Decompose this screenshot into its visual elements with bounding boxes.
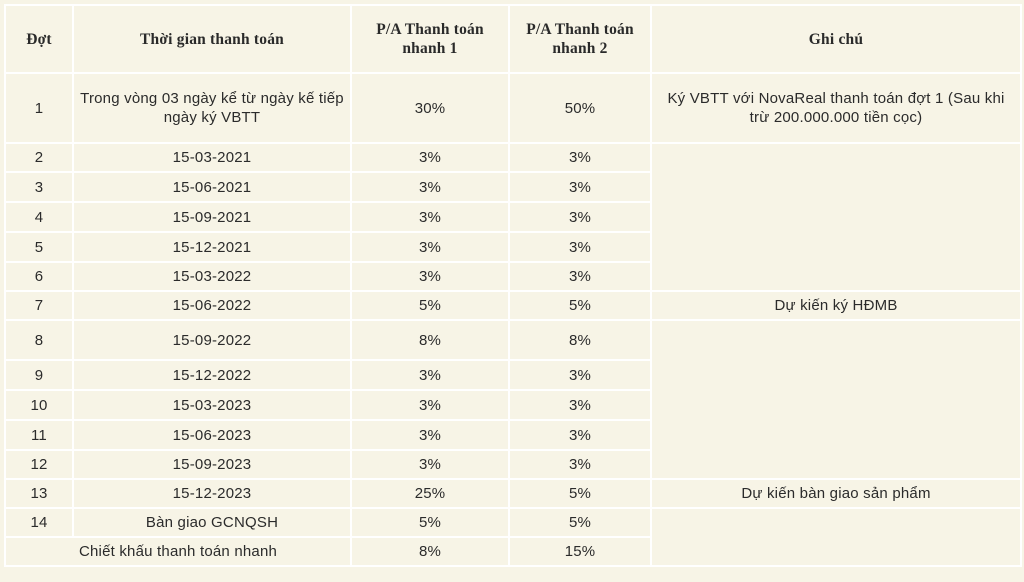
row-note: Ký VBTT với NovaReal thanh toán đợt 1 (Sau khi trừ 200.000.000 tiền cọc) [651, 73, 1021, 143]
row-plan2: 3% [509, 420, 651, 450]
row-plan2: 3% [509, 172, 651, 202]
row-plan1: 3% [351, 390, 509, 420]
table-row [5, 291, 1021, 320]
row-time: 15-06-2022 [73, 291, 351, 320]
row-plan1: 3% [351, 202, 509, 232]
row-dot: 3 [5, 172, 73, 202]
row-dot: 5 [5, 232, 73, 262]
row-plan2: 3% [509, 360, 651, 390]
row-dot: 8 [5, 320, 73, 360]
row-plan2: 3% [509, 232, 651, 262]
row-dot: 10 [5, 390, 73, 420]
row-note: Dự kiến ký HĐMB [651, 291, 1021, 320]
row-time: 15-09-2022 [73, 320, 351, 360]
row-time: 15-06-2023 [73, 420, 351, 450]
row-dot: 6 [5, 262, 73, 291]
row-plan1: 3% [351, 450, 509, 479]
row-time: 15-12-2022 [73, 360, 351, 390]
row-plan1: 3% [351, 232, 509, 262]
header-note: Ghi chú [651, 5, 1021, 73]
payment-schedule-table [4, 4, 1022, 567]
row-plan2: 3% [509, 143, 651, 172]
row-dot: 1 [5, 73, 73, 143]
row-plan1: 8% [351, 320, 509, 360]
row-time: Bàn giao GCNQSH [73, 508, 351, 537]
row-plan2: 5% [509, 508, 651, 537]
row-plan1: 3% [351, 420, 509, 450]
row-time: 15-03-2021 [73, 143, 351, 172]
header-dot: Đợt [5, 5, 73, 73]
row-plan1: 30% [351, 73, 509, 143]
table-row [5, 320, 1021, 360]
row-time: 15-12-2023 [73, 479, 351, 508]
row-plan1: 3% [351, 262, 509, 291]
note-empty-1 [651, 143, 1021, 291]
header-plan2: P/A Thanh toán nhanh 2 [509, 5, 651, 73]
row-plan1: 5% [351, 291, 509, 320]
row-plan2: 3% [509, 390, 651, 420]
discount-plan2: 15% [509, 537, 651, 566]
row-dot: 11 [5, 420, 73, 450]
row-time: 15-03-2023 [73, 390, 351, 420]
header-time: Thời gian thanh toán [73, 5, 351, 73]
row-plan2: 3% [509, 202, 651, 232]
discount-plan1: 8% [351, 537, 509, 566]
row-dot: 12 [5, 450, 73, 479]
row-note: Dự kiến bàn giao sản phẩm [651, 479, 1021, 508]
row-time: 15-12-2021 [73, 232, 351, 262]
table-row [5, 73, 1021, 143]
table-row [5, 508, 1021, 537]
row-time: 15-09-2021 [73, 202, 351, 232]
row-dot: 13 [5, 479, 73, 508]
row-dot: 2 [5, 143, 73, 172]
table-row [5, 143, 1021, 172]
row-dot: 9 [5, 360, 73, 390]
row-plan2: 50% [509, 73, 651, 143]
row-time: 15-06-2021 [73, 172, 351, 202]
row-plan1: 25% [351, 479, 509, 508]
row-dot: 7 [5, 291, 73, 320]
note-empty-2 [651, 320, 1021, 479]
row-plan2: 3% [509, 262, 651, 291]
note-empty-3 [651, 508, 1021, 566]
header-plan1: P/A Thanh toán nhanh 1 [351, 5, 509, 73]
row-plan1: 3% [351, 143, 509, 172]
row-plan2: 3% [509, 450, 651, 479]
row-plan1: 5% [351, 508, 509, 537]
header-row [5, 5, 1021, 73]
row-time: 15-09-2023 [73, 450, 351, 479]
row-plan2: 5% [509, 479, 651, 508]
row-time: 15-03-2022 [73, 262, 351, 291]
row-plan2: 5% [509, 291, 651, 320]
row-plan1: 3% [351, 360, 509, 390]
row-plan2: 8% [509, 320, 651, 360]
row-dot: 4 [5, 202, 73, 232]
table-row [5, 479, 1021, 508]
row-time: Trong vòng 03 ngày kể từ ngày kế tiếp ngày ký VBTT [73, 73, 351, 143]
row-plan1: 3% [351, 172, 509, 202]
discount-label: Chiết khấu thanh toán nhanh [5, 537, 351, 566]
row-dot: 14 [5, 508, 73, 537]
